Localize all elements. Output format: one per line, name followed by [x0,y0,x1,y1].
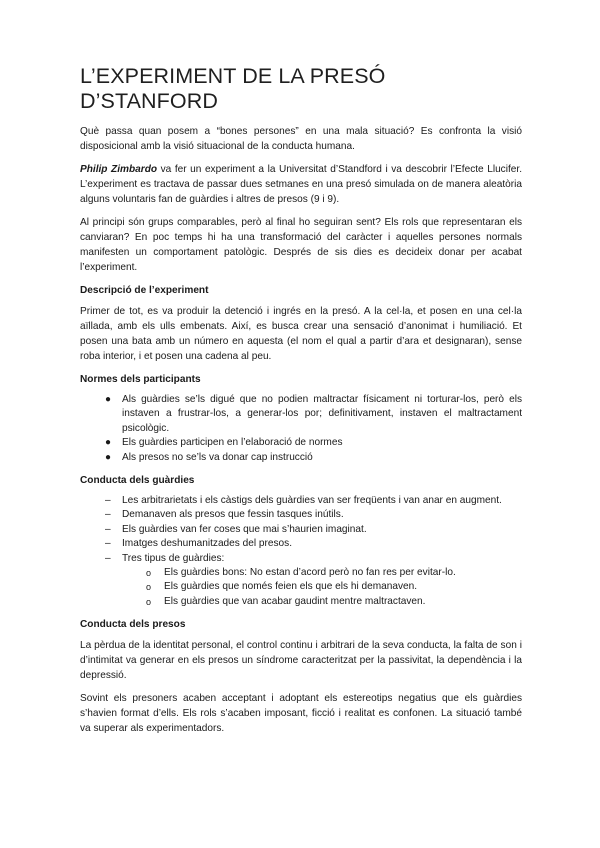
dash-icon: – [105,538,111,550]
list-item: ● Els guàrdies participen en l’elaboració de normes [80,436,522,450]
bullet-icon: ● [105,437,112,449]
norms-list [80,393,522,465]
section-heading-prisoners: Conducta dels presos [80,619,186,631]
zimbardo-text: va fer un experiment a la Universitat d’Standford i va descobrir l’Efecte Llucifer. L’experiment es tractava de passar dues setmanes en una presó simulada on de manera aleatòria alguns voluntaris fan de guàrdies i altres de presos (9 i 9). [80,164,523,205]
zimbardo-paragraph [80,162,522,207]
circle-bullet-icon: o [146,568,152,579]
dash-icon: – [105,552,111,564]
list-item: o Els guàrdies que van acabar gaudint mentre maltractaven. [122,595,522,609]
list-item: ● Als guàrdies se’ls digué que no podien maltractar físicament ni torturar-los, però els instaven a frustrar-los, a generar-los por; definitivament, instaven el maltractament psicològic. [105,394,522,434]
section-heading-norms: Normes dels participants [80,374,201,385]
guard-types-list [122,566,522,609]
dash-icon: – [105,509,111,521]
question-paragraph: Al principi són grups comparables, però al final ho seguiran sent? Els rols que representaran els canviaran? En poc temps hi ha una transformació del caràcter i aquelles persones normals manifesten un comportament patològic. Després de sis dies es decideix donar per acabat l’experiment. [80,217,522,273]
list-item: – Les arbitrarietats i els càstigs dels guàrdies van ser freqüents i van anar en augment. [80,494,522,508]
dash-icon: – [105,495,111,507]
list-item: ● Als presos no se’ls va donar cap instrucció [80,451,522,465]
list-item: – Els guàrdies van fer coses que mai s’haurien imaginat. [80,523,522,537]
dash-icon: – [105,523,111,535]
list-item: – Tres tipus de guàrdies: o Els guàrdies bons: No estan d’acord però no fan res per evitar-lo. o Els guàrdies que només feien els que els hi demanaven. o Els guàrdies que van acabar gaudint mentre maltractaven. [80,552,522,610]
prisoners-paragraph-2: Sovint els presoners acaben acceptant i adoptant els estereotips negatius que els guàrdies s’havien format d’ells. Els rols s’acaben imposant, ficció i realitat es confonen. La situació també va superar als experimentadors. [80,693,522,735]
bullet-icon: ● [105,451,112,463]
circle-bullet-icon: o [146,596,152,607]
guards-list [80,494,522,609]
page-title: L’EXPERIMENT DE LA PRESÓ D’STANFORD [80,64,386,113]
description-paragraph: Primer de tot, es va produir la detenció i ingrés en la presó. A la cel·la, et posen en una cel·la aïllada, amb els ulls embenats. Així, es busca crear una sensació d’anonimat i humiliació. Et posen una bata amb un número en aquesta (el nom el qual a partir d’ara et designaran), sense roba interior, i et posen una cadena al peu. [80,306,522,362]
circle-bullet-icon: o [146,582,152,593]
prisoners-paragraph-1: La pèrdua de la identitat personal, el control continu i arbitrari de la seva conducta, la falta de son i d’intimitat va generar en els presos un síndrome caracteritzat per la passivitat, la dependència i la depressió. [80,640,522,682]
section-heading-description: Descripció de l’experiment [80,285,209,296]
section-heading-guards: Conducta dels guàrdies [80,475,195,487]
list-item: o Els guàrdies bons: No estan d’acord però no fan res per evitar-lo. [122,566,522,580]
intro-paragraph: Què passa quan posem a “bones persones” en una mala situació? Es confronta la visió disposicional amb la visió situacional de la conducta humana. [80,126,522,152]
zimbardo-name: Philip Zimbardo [80,164,158,175]
bullet-icon: ● [105,394,112,405]
list-item: – Demanaven als presos que fessin tasques inútils. [80,508,522,522]
list-item: o Els guàrdies que només feien els que els hi demanaven. [122,580,522,594]
list-item: – Imatges deshumanitzades del presos. [80,537,522,551]
